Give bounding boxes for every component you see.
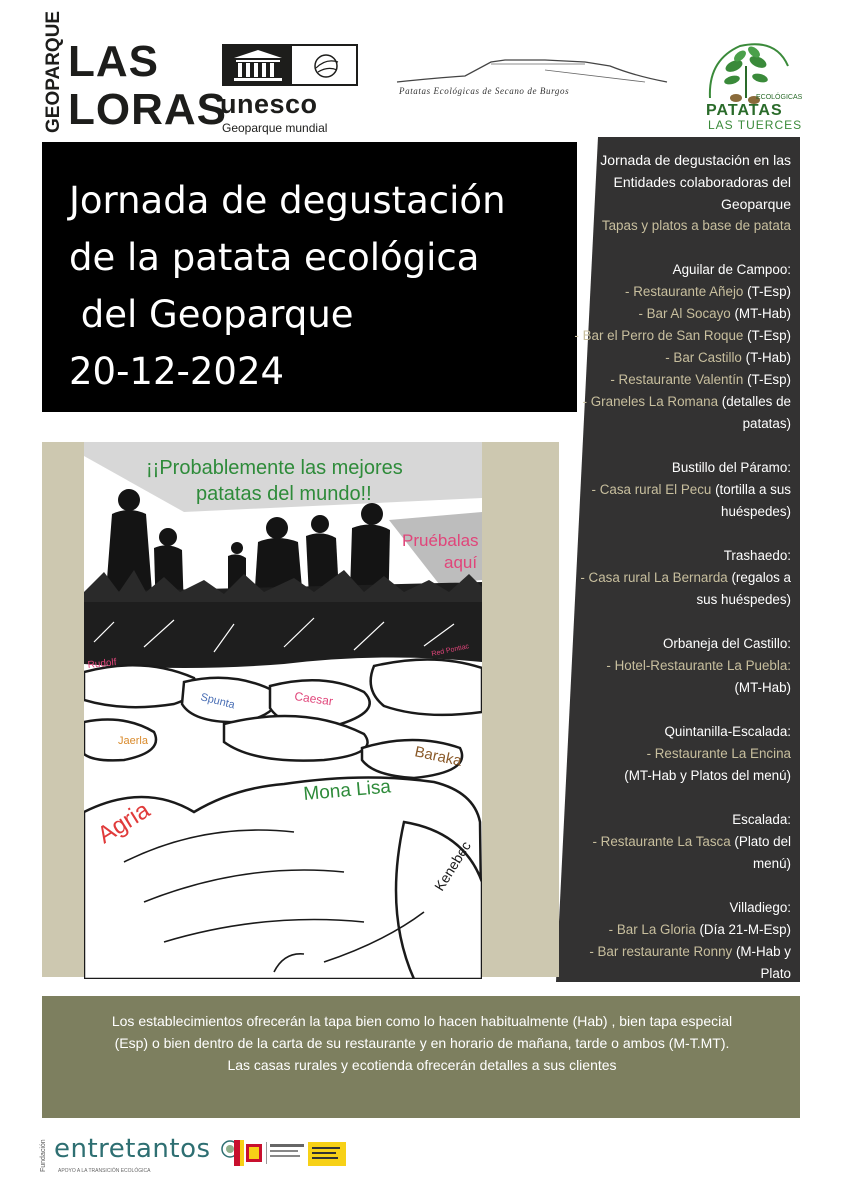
- slogan-line-1: ¡¡Probablemente las mejores: [146, 457, 403, 479]
- venue-item: - Bar el Perro de San Roque (T-Esp): [574, 328, 791, 343]
- venue-item: - Hotel-Restaurante La Puebla:: [606, 658, 791, 673]
- variety-jaerla: Jaerla: [118, 735, 148, 747]
- venue-item: - Bar Castillo (T-Hab): [665, 350, 791, 365]
- place-quintanilla: Quintanilla-Escalada:: [664, 724, 791, 739]
- venue-note-cont: (MT-Hab): [734, 680, 791, 695]
- venue-item: - Graneles La Romana (detalles de: [582, 394, 791, 409]
- event-date: 20-12-2024: [69, 350, 285, 393]
- info-line: Los establecimientos ofrecerán la tapa bien como lo hacen habitualmente (Hab) , bien tapa especial: [111, 1013, 733, 1029]
- spain-government-emblem-icon: [234, 1138, 346, 1168]
- panel-heading-line: Entidades colaboradoras del: [613, 174, 791, 190]
- entretantos-tagline: APOYO A LA TRANSICIÓN ECOLÓGICA: [58, 1168, 151, 1174]
- unesco-subtitle: Geoparque mundial: [222, 121, 328, 135]
- venue-item: - Casa rural El Pecu (tortilla a sus: [591, 482, 791, 497]
- illustration-drawing: [84, 442, 482, 979]
- title-box: [42, 142, 577, 412]
- variety-agria: Agria: [92, 796, 155, 850]
- place-trashaedo: Trashaedo:: [723, 548, 791, 563]
- variety-caesar: Caesar: [293, 689, 334, 709]
- title-line: del Geoparque: [69, 293, 354, 336]
- variety-mona-lisa: Mona Lisa: [302, 776, 392, 805]
- venue-note-cont: sus huéspedes): [696, 592, 791, 607]
- venue-note-cont: (MT-Hab y Platos del menú): [624, 768, 791, 783]
- event-title: [69, 172, 569, 400]
- venue-item: - Casa rural La Bernarda (regalos a: [580, 570, 791, 585]
- las-tuerces-text: LAS TUERCES: [708, 118, 803, 132]
- ministry-logo: [234, 1138, 346, 1168]
- burgos-caption: Patatas Ecológicas de Secano de Burgos: [399, 86, 570, 96]
- variety-red-pontiac: Red Pontiac: [430, 643, 470, 658]
- landscape-icon: [395, 52, 670, 86]
- patatas-text: PATATAS: [706, 102, 783, 119]
- unesco-word: unesco: [220, 89, 318, 119]
- info-line: (Esp) o bien dentro de la carta de su restaurante y en horario de mañana, tarde o ambos (M-T.MT).: [114, 1035, 730, 1051]
- place-villadiego: Villadiego:: [729, 900, 791, 915]
- panel-heading-line: Jornada de degustación en las: [600, 152, 791, 168]
- patatas-las-tuerces-logo: [696, 36, 806, 132]
- info-text: [82, 1010, 762, 1076]
- venue-item: - Bar restaurante Ronny (M-Hab y Plato: [589, 944, 791, 981]
- place-orbaneja: Orbaneja del Castillo:: [662, 636, 791, 651]
- panel-heading-line: Geoparque: [720, 196, 791, 212]
- pruebalas-text: Pruébalas: [402, 531, 479, 550]
- place-bustillo: Bustillo del Páramo:: [671, 460, 791, 475]
- loras-text: LORAS: [68, 85, 227, 134]
- info-line: Las casas rurales y ecotienda ofrecerán detalles a sus clientes: [227, 1057, 617, 1073]
- unesco-temple-icon: [224, 46, 292, 84]
- entretantos-text: entretantos: [54, 1134, 211, 1164]
- place-escalada: Escalada:: [732, 812, 791, 827]
- title-line: Jornada de degustación: [69, 179, 506, 222]
- venue-item: - Restaurante La Tasca (Plato del menú): [592, 834, 791, 871]
- venues-list: [556, 149, 791, 1007]
- las-text: LAS: [68, 37, 159, 86]
- unesco-logo: [220, 44, 365, 136]
- venue-note-cont: huéspedes): [721, 504, 791, 519]
- geopark-globe-icon: [310, 52, 344, 80]
- fundacion-text: Fundación: [40, 1139, 47, 1172]
- las-loras-logo: [40, 10, 227, 136]
- variety-spunta: Spunta: [199, 691, 237, 712]
- place-aguilar: Aguilar de Campoo:: [672, 262, 791, 277]
- venue-note-cont: patatas): [742, 416, 791, 431]
- variety-kenebec: Kenebec: [430, 838, 474, 894]
- panel-subheading: Tapas y platos a base de patata: [601, 218, 791, 233]
- info-band: [42, 996, 800, 1118]
- venue-item: - Restaurante Valentín (T-Esp): [610, 372, 791, 387]
- venue-item: - Restaurante Añejo (T-Esp): [625, 284, 791, 299]
- variety-baraka: Baraka: [413, 743, 464, 770]
- venue-item: - Bar Al Socayo (MT-Hab): [638, 306, 791, 321]
- geoparque-vertical-text: GEOPARQUE: [43, 10, 64, 133]
- slogan-line-2: patatas del mundo!!: [196, 483, 372, 505]
- ecologicas-text: ECOLÓGICAS: [756, 94, 803, 101]
- variety-rudolf: Rudolf: [87, 657, 118, 671]
- venue-item: - Restaurante La Encina: [646, 746, 791, 761]
- aqui-text: aquí: [444, 553, 478, 572]
- unesco-emblem-box: [222, 44, 358, 86]
- patatas-burgos-logo: [395, 52, 670, 100]
- venue-item: - Bar La Gloria (Día 21-M-Esp): [608, 922, 791, 937]
- title-line: de la patata ecológica: [69, 236, 480, 279]
- potato-illustration: [84, 442, 482, 979]
